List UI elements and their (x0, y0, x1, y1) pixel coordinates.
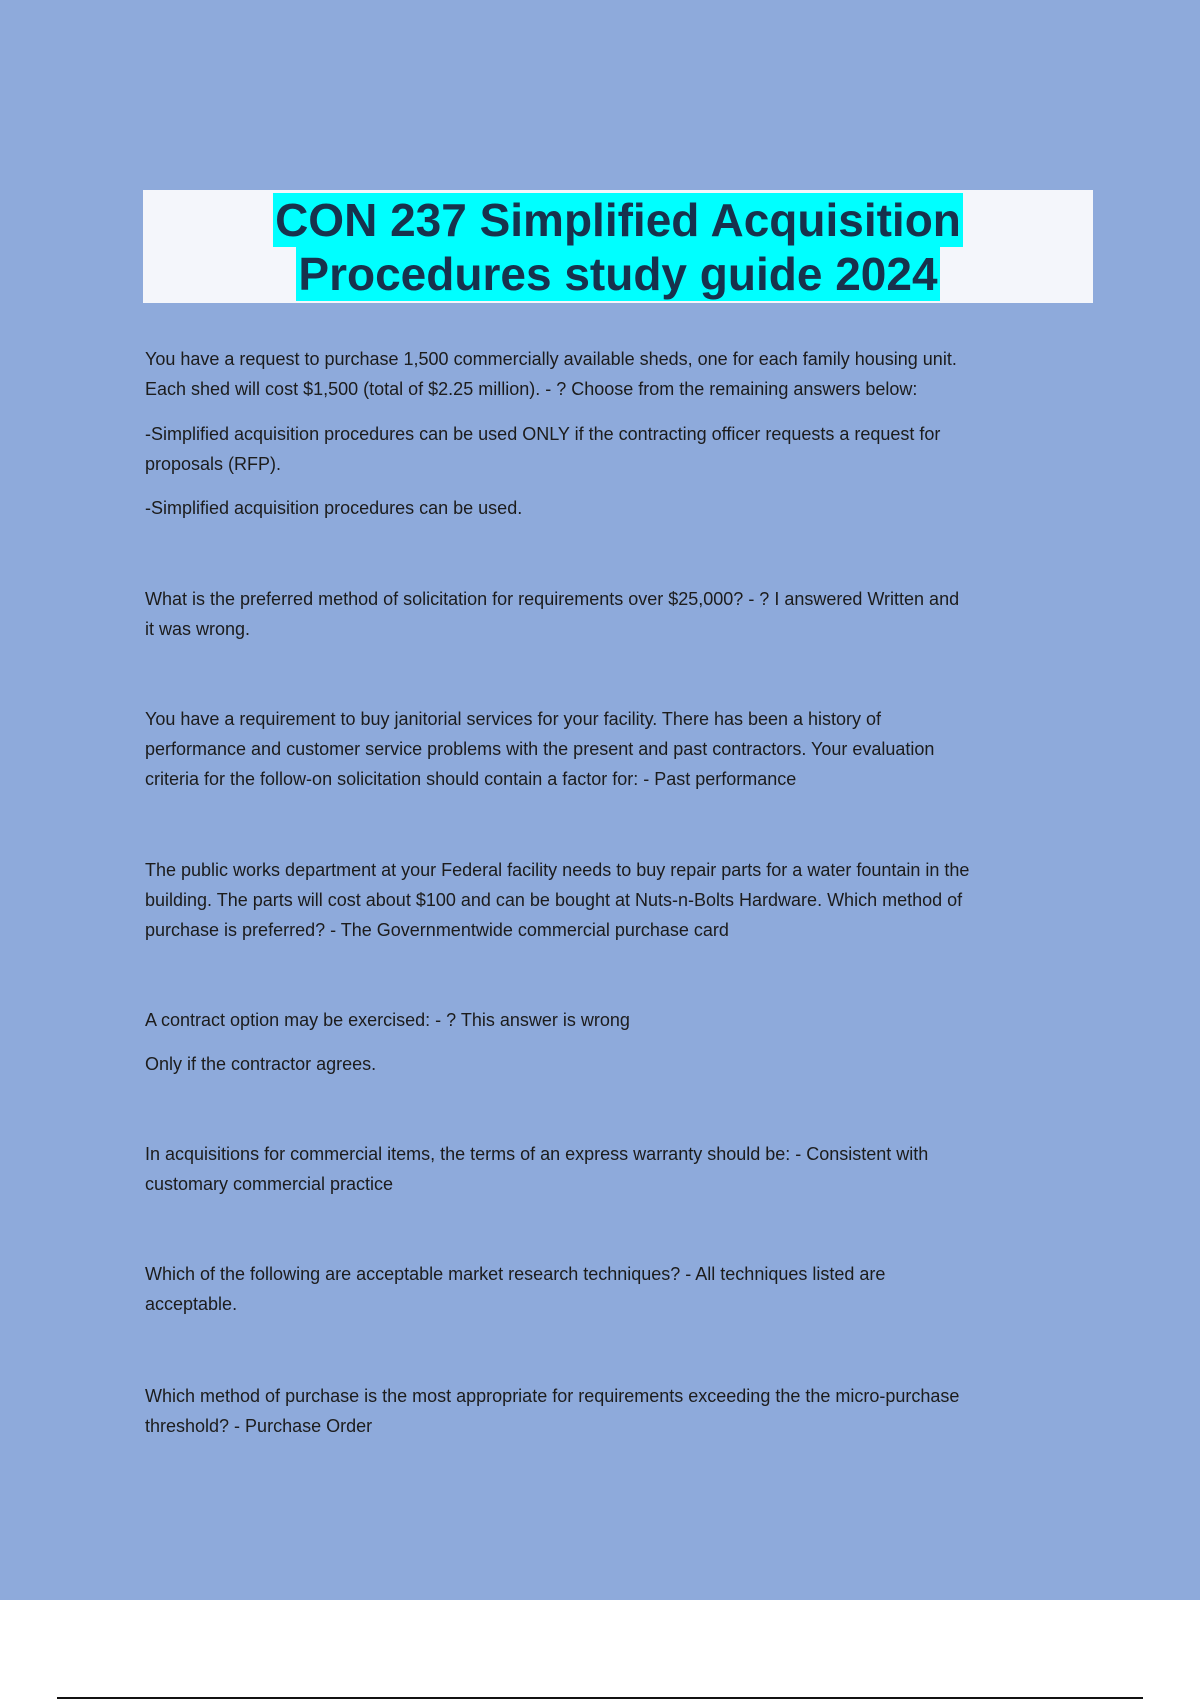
qa-block-2 (145, 584, 1090, 644)
study-guide-content (145, 344, 1090, 1441)
qa-block-6 (145, 1139, 1090, 1199)
question-3-line-2: performance and customer service problems with the present and past contractors. Your evaluation (145, 739, 935, 759)
question-7-line-2: acceptable. (145, 1294, 238, 1314)
question-6-line-2: customary commercial practice (145, 1174, 394, 1194)
option-1-line-1: -Simplified acquisition procedures can be used ONLY if the contracting officer requests a request for (145, 424, 941, 444)
qa-block-4 (145, 855, 1090, 945)
question-5-answer: Only if the contractor agrees. (145, 1054, 377, 1074)
question-8-line-1: Which method of purchase is the most appropriate for requirements exceeding the the micro-purchase (145, 1386, 960, 1406)
bottom-divider (57, 1697, 1143, 1699)
option-1-line-2: proposals (RFP). (145, 454, 282, 474)
qa-block-7 (145, 1259, 1090, 1319)
question-7-line-1: Which of the following are acceptable market research techniques? - All techniques listed are (145, 1264, 886, 1284)
question-3-line-1: You have a requirement to buy janitorial services for your facility. There has been a history of (145, 709, 882, 729)
question-4-line-2: building. The parts will cost about $100 and can be bought at Nuts-n-Bolts Hardware. Which method of (145, 890, 963, 910)
qa-block-5 (145, 1005, 1090, 1079)
title-line-1: CON 237 Simplified Acquisition (275, 194, 961, 246)
question-2-line-1: What is the preferred method of solicitation for requirements over $25,000? - ? I answered Written and (145, 589, 960, 609)
title-line-2: Procedures study guide 2024 (298, 248, 938, 300)
question-3-line-3: criteria for the follow-on solicitation should contain a factor for: - Past performance (145, 769, 797, 789)
qa-block-8 (145, 1381, 1090, 1441)
qa-block-1 (145, 344, 1090, 523)
question-4-line-3: purchase is preferred? - The Governmentwide commercial purchase card (145, 920, 729, 940)
question-5-line-1: A contract option may be exercised: - ? This answer is wrong (145, 1010, 630, 1030)
question-8-line-2: threshold? - Purchase Order (145, 1416, 373, 1436)
question-1-line-2: Each shed will cost $1,500 (total of $2.25 million). - ? Choose from the remaining answers below: (145, 379, 918, 399)
question-6-line-1: In acquisitions for commercial items, the terms of an express warranty should be: - Consistent with (145, 1144, 929, 1164)
question-2-line-2: it was wrong. (145, 619, 251, 639)
qa-block-3 (145, 704, 1090, 794)
question-1-line-1: You have a request to purchase 1,500 commercially available sheds, one for each family housing unit. (145, 349, 957, 369)
title-box (143, 190, 1093, 303)
question-4-line-1: The public works department at your Federal facility needs to buy repair parts for a water fountain in the (145, 860, 970, 880)
option-2: -Simplified acquisition procedures can be used. (145, 498, 523, 518)
